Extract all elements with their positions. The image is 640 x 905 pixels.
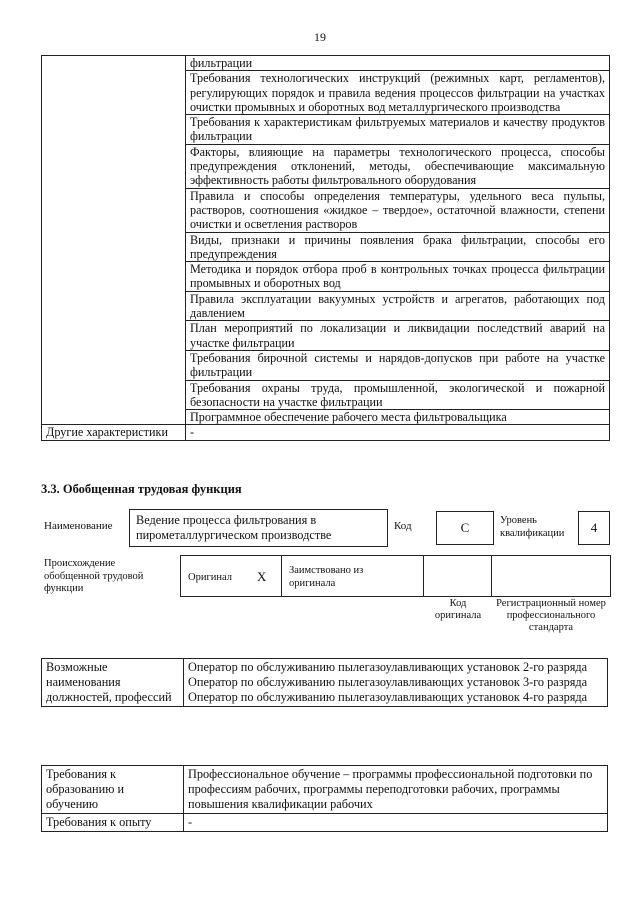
- education-value: Профессиональное обучение – программы профессиональной подготовки по профессиям рабочих, программы переподготовки рабочих, программы повышения квалификации рабочих: [184, 766, 608, 814]
- experience-label: Требования к опыту: [42, 814, 184, 832]
- requirement-item: Правила эксплуатации вакуумных устройств и агрегатов, работающих под давлением: [186, 291, 610, 321]
- requirement-item: Программное обеспечение рабочего места фильтровальщика: [186, 410, 610, 425]
- original-label: Оригинал: [188, 572, 232, 583]
- requirement-item: Методика и порядок отбора проб в контрольных точках процесса фильтрации промывных и оборотных вод: [186, 262, 610, 292]
- requirement-item: Требования к характеристикам фильтруемых материалов и качеству продуктов фильтрации: [186, 115, 610, 145]
- requirement-item: План мероприятий по локализации и ликвидации последствий аварий на участке фильтрации: [186, 321, 610, 351]
- table-row: [42, 814, 608, 832]
- code-original-cell: [423, 556, 492, 596]
- borrowed-cell: [281, 556, 424, 596]
- jobs-label: Возможные наименования должностей, профессий: [42, 659, 184, 707]
- list-item: Оператор по обслуживанию пылегазоулавливающих установок 4-го разряда: [188, 690, 588, 704]
- function-name-box: Ведение процесса фильтрования в пирометаллургическом производстве: [129, 509, 388, 547]
- requirement-item: Факторы, влияющие на параметры технологического процесса, способы предупреждения отклонений, методы, обеспечивающие максимальную эффективность работы фильтровального оборудования: [186, 144, 610, 188]
- list-item: Оператор по обслуживанию пылегазоулавливающих установок 2-го разряда: [188, 660, 588, 674]
- jobs-list: [184, 659, 608, 707]
- origin-row: [180, 555, 611, 597]
- table-row: [42, 56, 610, 71]
- requirement-item: Требования охраны труда, промышленной, экологической и пожарной безопасности на участке фильтрации: [186, 380, 610, 410]
- jobs-table: [41, 658, 608, 707]
- original-mark: X: [257, 569, 267, 584]
- experience-value: -: [184, 814, 608, 832]
- requirements-table: [41, 55, 610, 441]
- code-label: Код: [394, 520, 412, 532]
- requirement-item: Правила и способы определения температуры, удельного веса пульпы, растворов, соотношения «жидкое – твердое», остаточной влажности, степени очистки и осветления растворов: [186, 188, 610, 232]
- name-label: Наименование: [44, 520, 113, 532]
- list-item: Оператор по обслуживанию пылегазоулавливающих установок 3-го разряда: [188, 675, 588, 689]
- code-original-caption: Код оригинала: [434, 598, 482, 621]
- education-table: [41, 765, 608, 832]
- education-label: Требования к образованию и обучению: [42, 766, 184, 814]
- function-code-box: C: [436, 511, 494, 545]
- other-characteristics-value: -: [186, 425, 610, 440]
- borrowed-label: Заимствовано из оригинала: [289, 565, 364, 589]
- requirement-item: Требования бирочной системы и нарядов-допусков при работе на участке фильтрации: [186, 350, 610, 380]
- requirement-item: Требования технологических инструкций (режимных карт, регламентов), регулирующих порядок и правила ведения процессов фильтрации на участках очистки промывных и оборотных вод металлургического производства: [186, 71, 610, 115]
- table-row: [42, 766, 608, 814]
- requirement-item: фильтрации: [186, 56, 610, 71]
- registration-number-caption: Регистрационный номер профессионального стандарта: [496, 598, 606, 633]
- page-number: 19: [314, 30, 326, 44]
- table-row: [42, 659, 608, 707]
- label-cell-empty: [42, 56, 186, 425]
- qualification-level-label: Уровень квалификации: [500, 515, 565, 539]
- qualification-level-box: 4: [578, 511, 610, 545]
- section-title: 3.3. Обобщенная трудовая функция: [41, 482, 242, 496]
- requirement-item: Виды, признаки и причины появления брака фильтрации, способы его предупреждения: [186, 232, 610, 262]
- original-cell: [181, 556, 282, 596]
- table-row: [42, 425, 610, 440]
- other-characteristics-label: Другие характеристики: [42, 425, 186, 440]
- origin-label: Происхождение обобщенной трудовой функции: [44, 558, 144, 594]
